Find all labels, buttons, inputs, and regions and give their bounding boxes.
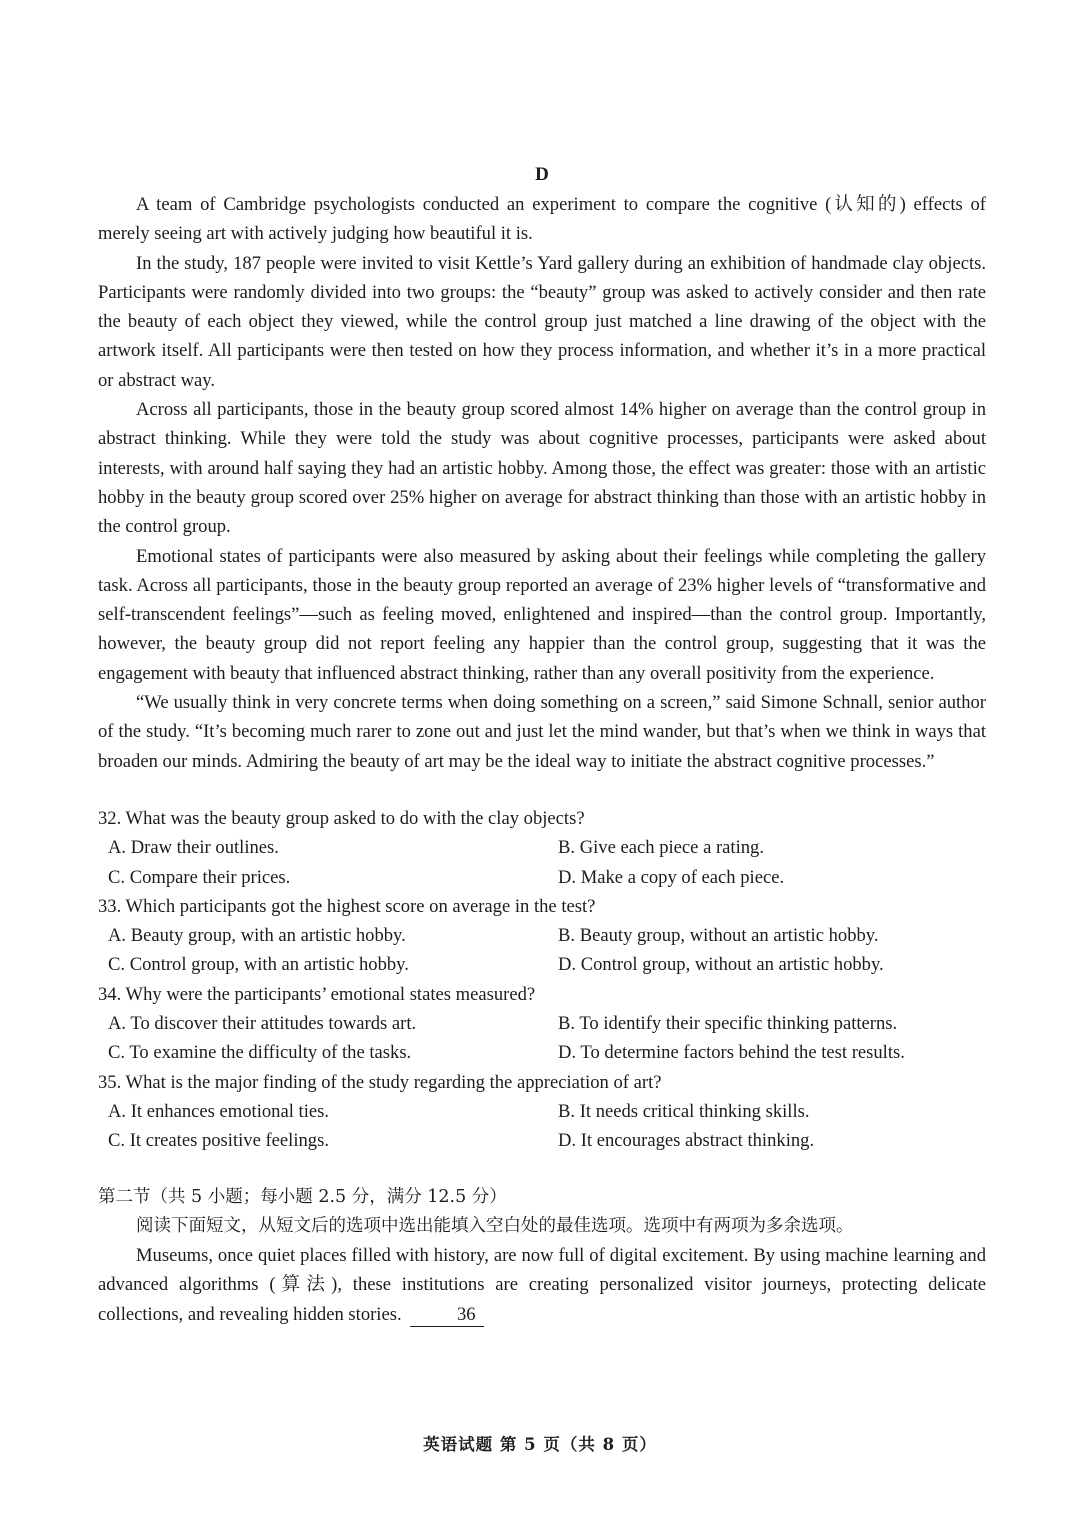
question-33 bbox=[98, 892, 986, 980]
option-b: B. Beauty group, without an artistic hobby. bbox=[558, 925, 879, 947]
question-list bbox=[98, 804, 986, 1156]
passage-paragraph: Emotional states of participants were also measured by asking about their feelings while completing the gallery task. Across all participants, those in the beauty group reported an average of 23% higher levels of “transformative and self-transcendent feelings”—such as feeling moved, enlightened and inspired—than the control group. Importantly, however, the beauty group did not report feeling any happier than the control group, suggesting that it was the engagement with beauty that influenced abstract thinking, rather than any overall positivity from the experience. bbox=[98, 545, 986, 684]
option-row bbox=[98, 921, 986, 950]
passage-paragraph: A team of Cambridge psychologists conducted an experiment to compare the cognitive (认知的) effects of merely seeing art with actively judging how beautiful it is. bbox=[98, 194, 986, 245]
question-35 bbox=[98, 1068, 986, 1156]
option-a: A. To discover their attitudes towards art. bbox=[108, 1013, 417, 1035]
passage-paragraph: “We usually think in very concrete terms when doing something on a screen,” said Simone Schnall, senior author of the study. “It’s becoming much rarer to zone out and just let the mind wander, but that’s when we think in ways that broaden our minds. Admiring the beauty of art may be the ideal way to initiate the abstract cognitive processes.” bbox=[98, 692, 986, 772]
option-b: B. Give each piece a rating. bbox=[558, 837, 764, 859]
part-two-heading: 第二节（共 5 小题；每小题 2.5 分，满分 12.5 分） bbox=[98, 1186, 507, 1207]
question-stem: 33. Which participants got the highest score on average in the test? bbox=[98, 895, 596, 917]
option-row bbox=[98, 1097, 986, 1126]
passage-paragraph: In the study, 187 people were invited to visit Kettle’s Yard gallery during an exhibition of handmade clay objects. Participants were randomly divided into two groups: the “beauty” group was asked to actively consider and then rate the beauty of each object they viewed, while the control group just matched a line drawing of the object with the artwork itself. All participants were then tested on how they process information, and whether it’s in a more practical or abstract way. bbox=[98, 252, 986, 391]
option-c: C. It creates positive feelings. bbox=[108, 1130, 329, 1152]
option-a: A. Draw their outlines. bbox=[108, 837, 279, 859]
page-footer: 英语试题 第 5 页（共 8 页） bbox=[423, 1435, 657, 1454]
option-row bbox=[98, 950, 986, 979]
option-d: D. Control group, without an artistic hobby. bbox=[558, 954, 884, 976]
section-letter: D bbox=[535, 164, 549, 185]
cloze-passage-text: Museums, once quiet places filled with history, are now full of digital excitement. By using machine learning and advanced algorithms (算法), these institutions are creating personalized visitor journeys, protecting delicate collections, and revealing hidden stories. bbox=[98, 1245, 986, 1325]
option-row bbox=[98, 833, 986, 862]
option-row bbox=[98, 1126, 986, 1155]
option-c: C. To examine the difficulty of the tasks. bbox=[108, 1042, 412, 1064]
option-d: D. Make a copy of each piece. bbox=[558, 866, 785, 888]
option-b: B. It needs critical thinking skills. bbox=[558, 1100, 810, 1122]
question-34 bbox=[98, 980, 986, 1068]
option-row bbox=[98, 1038, 986, 1067]
passage-paragraph: Across all participants, those in the beauty group scored almost 14% higher on average than the control group in abstract thinking. While they were told the study was about cognitive processes, participants were asked about interests, with around half saying they had an artistic hobby. Among those, the effect was greater: those with an artistic hobby in the beauty group scored over 25% higher on average for abstract thinking than those with an artistic hobby in the control group. bbox=[98, 399, 986, 538]
answer-blank[interactable]: 36 bbox=[410, 1304, 484, 1327]
reading-section-d bbox=[98, 160, 986, 776]
cloze-passage bbox=[98, 1241, 986, 1329]
part-two-section bbox=[98, 1183, 986, 1329]
question-stem: 35. What is the major finding of the study regarding the appreciation of art? bbox=[98, 1071, 662, 1093]
option-d: D. To determine factors behind the test results. bbox=[558, 1042, 905, 1064]
question-stem: 32. What was the beauty group asked to do with the clay objects? bbox=[98, 807, 585, 829]
option-d: D. It encourages abstract thinking. bbox=[558, 1130, 815, 1152]
option-a: A. Beauty group, with an artistic hobby. bbox=[108, 925, 406, 947]
option-c: C. Control group, with an artistic hobby. bbox=[108, 954, 409, 976]
option-row bbox=[98, 1009, 986, 1038]
option-c: C. Compare their prices. bbox=[108, 866, 291, 888]
question-stem: 34. Why were the participants’ emotional states measured? bbox=[98, 983, 536, 1005]
part-two-instruction: 阅读下面短文，从短文后的选项中选出能填入空白处的最佳选项。选项中有两项为多余选项。 bbox=[136, 1215, 854, 1236]
option-a: A. It enhances emotional ties. bbox=[108, 1100, 329, 1122]
option-b: B. To identify their specific thinking patterns. bbox=[558, 1013, 898, 1035]
exam-page bbox=[98, 160, 986, 1329]
option-row bbox=[98, 863, 986, 892]
question-32 bbox=[98, 804, 986, 892]
